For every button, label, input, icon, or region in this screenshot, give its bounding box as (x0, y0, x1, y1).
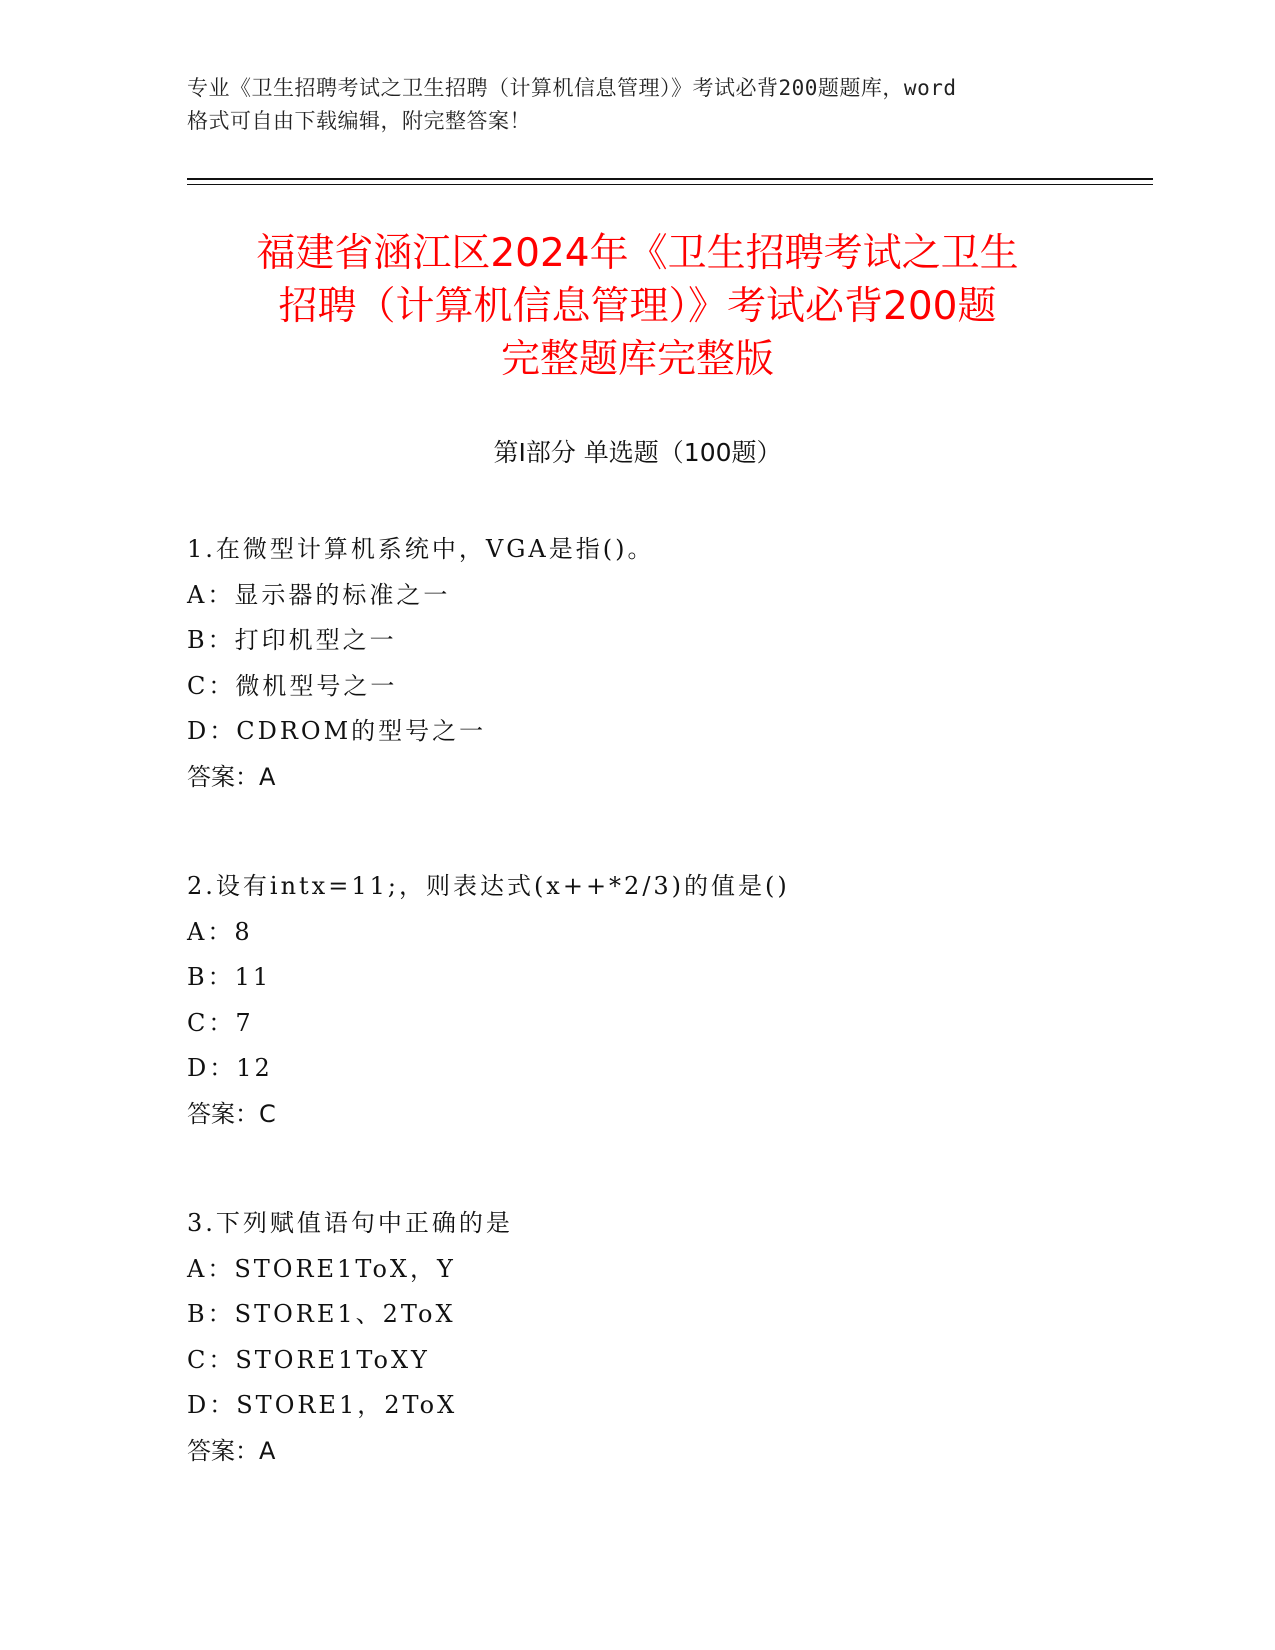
option-c: C：7 (187, 1008, 254, 1037)
option-a: A：STORE1ToX，Y (187, 1254, 456, 1283)
header-note-line-2: 格式可自由下载编辑，附完整答案！ (187, 109, 531, 133)
option-b: B：STORE1、2ToX (187, 1300, 456, 1328)
answer-line: 答案：A (187, 1436, 276, 1465)
option-c: C：STORE1ToXY (187, 1345, 430, 1374)
option-d: D：12 (187, 1054, 273, 1082)
document-title-line-1: 福建省涵江区2024年《卫生招聘考试之卫生 (256, 231, 1019, 276)
option-d: D：STORE1，2ToX (187, 1391, 458, 1419)
question-2 (187, 864, 1147, 1137)
question-stem: 1.在微型计算机系统中，VGA是指()。 (187, 535, 655, 563)
document-title-line-3: 完整题库完整版 (500, 337, 774, 382)
header-divider-thick (187, 178, 1153, 180)
option-a: A：显示器的标准之一 (187, 580, 451, 609)
option-c: C：微机型号之一 (187, 671, 398, 700)
header-note-line-1: 专业《卫生招聘考试之卫生招聘（计算机信息管理）》考试必背200题题库，word (187, 76, 957, 100)
answer-line: 答案：A (187, 762, 276, 791)
document-title-line-2: 招聘（计算机信息管理）》考试必背200题 (278, 284, 997, 329)
option-b: B：11 (187, 963, 272, 991)
question-3 (187, 1201, 1147, 1474)
document-title (160, 227, 1115, 386)
answer-line: 答案：C (187, 1099, 276, 1128)
question-stem: 3.下列赋值语句中正确的是 (187, 1209, 513, 1237)
header-note (187, 72, 1087, 138)
option-a: A：8 (187, 917, 253, 946)
header-divider-thin (187, 184, 1153, 185)
option-b: B：打印机型之一 (187, 626, 397, 654)
option-d: D：CDROM的型号之一 (187, 717, 487, 745)
question-1 (187, 527, 1147, 800)
question-stem: 2.设有intx=11;，则表达式(x++*2/3)的值是() (187, 872, 790, 900)
section-heading: 第Ⅰ部分 单选题（100题） (493, 438, 782, 467)
question-list (187, 527, 1147, 1538)
